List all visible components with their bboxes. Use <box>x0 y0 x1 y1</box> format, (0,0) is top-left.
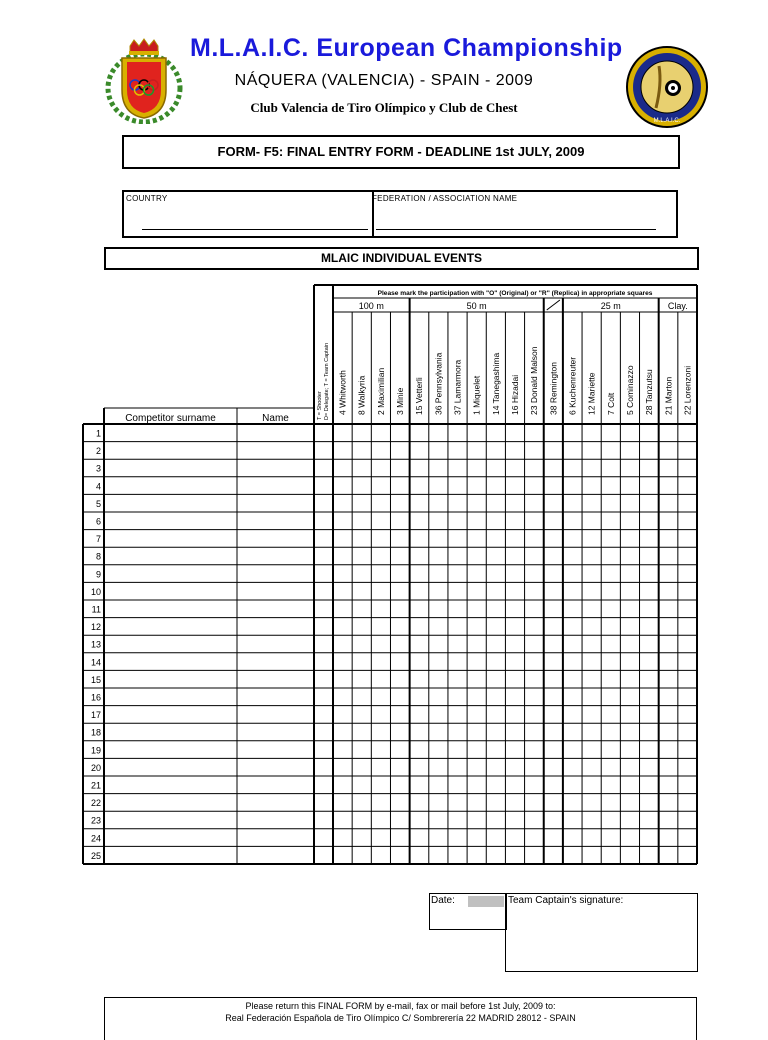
event-label: 38 Remington <box>548 362 559 415</box>
date-label: Date: <box>431 895 455 906</box>
row-number: 21 <box>90 780 101 791</box>
row-number: 10 <box>90 586 101 597</box>
event-label: 37 Lamarmora <box>452 359 463 415</box>
event-label: 16 Hizadai <box>510 374 520 415</box>
row-number: 11 <box>91 604 101 615</box>
row-number: 4 <box>95 481 101 492</box>
form-title: FORM- F5: FINAL ENTRY FORM - DEADLINE 1st JULY, 2009 <box>122 135 680 169</box>
event-label: 36 Pennsylvania <box>433 352 444 415</box>
event-location: NÁQUERA (VALENCIA) - SPAIN - 2009 <box>234 72 534 89</box>
event-label: 23 Donald Malson <box>529 346 540 415</box>
row-number: 19 <box>90 745 101 756</box>
date-input-shade <box>468 896 504 907</box>
event-label: 3 Minie <box>395 387 406 415</box>
row-number: 6 <box>95 516 101 527</box>
row-number: 23 <box>90 815 101 826</box>
host-clubs: Club Valencia de Tiro Olímpico y Club de Chest <box>250 100 518 115</box>
distance-group-2: 25 m <box>600 301 621 311</box>
row-number: 8 <box>95 551 101 562</box>
instruction-text: Please mark the participation with "O" (Original) or "R" (Replica) in appropriate squares <box>377 290 653 297</box>
event-label: 12 Mariette <box>586 372 597 415</box>
row-number: 18 <box>90 727 101 738</box>
row-number: 16 <box>90 692 101 703</box>
row-number: 25 <box>90 850 101 861</box>
footer-line-2: Real Federación Española de Tiro Olímpico C/ Sombrerería 22 MADRID 28012 - SPAIN <box>225 1013 576 1023</box>
row-number: 3 <box>95 463 101 474</box>
distance-group-0: 100 m <box>358 301 384 311</box>
country-label: COUNTRY <box>126 194 168 203</box>
row-number: 7 <box>95 534 101 545</box>
captain-signature-label: Team Captain's signature: <box>508 895 624 906</box>
event-label: 21 Marton <box>663 376 674 415</box>
row-number: 2 <box>95 446 101 457</box>
event-label: 2 Maximilian <box>375 367 386 415</box>
role-label-delegate: D= Delegate; T = Team Captain <box>324 342 330 420</box>
name-header: Name <box>262 413 289 424</box>
event-label: 22 Lorenzoni <box>682 365 693 415</box>
row-number: 14 <box>90 657 101 668</box>
event-label: 14 Tanegashima <box>490 352 501 415</box>
page-title: M.L.A.I.C. European Championship <box>190 34 623 62</box>
federation-label: FEDERATION / ASSOCIATION NAME <box>372 194 518 203</box>
row-number: 17 <box>90 710 101 721</box>
distance-group-3: Clay. <box>667 301 688 311</box>
return-instructions <box>104 997 697 1040</box>
row-number: 9 <box>95 569 101 580</box>
event-label: 7 Colt <box>605 392 616 415</box>
event-label: 6 Kuchenreuter <box>567 356 578 415</box>
footer-line-1: Please return this FINAL FORM by e-mail, fax or mail before 1st July, 2009 to: <box>245 1001 556 1011</box>
distance-group-1: 50 m <box>466 301 487 311</box>
date-field[interactable] <box>429 893 507 930</box>
captain-signature-field[interactable] <box>505 893 698 972</box>
section-title: MLAIC INDIVIDUAL EVENTS <box>104 247 699 270</box>
role-label-shooter: T = Shooter <box>317 391 323 420</box>
competitor-surname-header: Competitor surname <box>125 413 216 424</box>
event-label: 5 Cominazzo <box>624 365 635 415</box>
row-number: 1 <box>95 428 101 439</box>
event-label: 4 Whitworth <box>337 370 348 415</box>
diagonal-mark <box>547 300 560 310</box>
row-number: 15 <box>90 674 101 685</box>
row-number: 12 <box>90 622 101 633</box>
event-label: 15 Vetterli <box>414 377 425 415</box>
row-number: 22 <box>90 798 101 809</box>
svg-text:M.L.A.I.C.: M.L.A.I.C. <box>653 118 681 124</box>
event-label: 28 Tanzutsu <box>644 369 655 415</box>
row-number: 24 <box>90 833 101 844</box>
row-number: 5 <box>95 498 101 509</box>
event-label: 8 Walkyria <box>356 375 367 415</box>
event-label: 1 Miquelet <box>471 375 482 415</box>
row-number: 20 <box>90 762 101 773</box>
row-number: 13 <box>90 639 101 650</box>
